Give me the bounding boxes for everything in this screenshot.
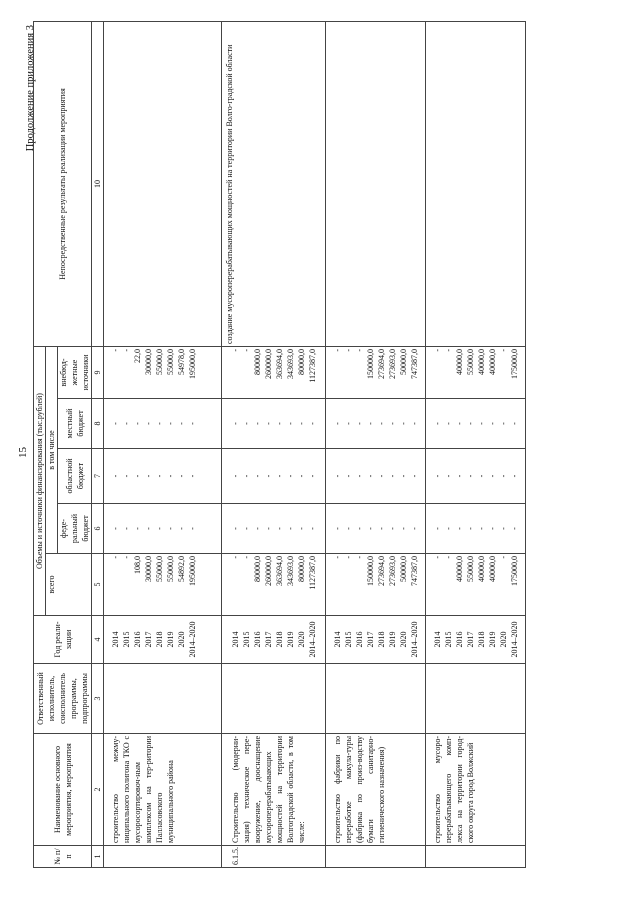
local-cell: - - - - - - - -	[222, 399, 326, 449]
table-header	[34, 22, 104, 868]
federal-cell: - - - - - - - -	[222, 504, 326, 554]
activity-name: строительство межму-ниципального полигона ТКО с мусоросортировоч-ным комплексом на тер-ритории Палласовского муниципального района	[104, 734, 222, 846]
total-cell: - - 80000,0 260000,0 363694,0 343693,0 80000,0 1127387,0	[222, 554, 326, 616]
header-total: всего	[46, 554, 92, 616]
total-cell: - - 40000,0 55000,0 40000,0 40000,0 - 175000,0	[426, 554, 526, 616]
header-number: № п/п	[34, 846, 92, 868]
result-cell: создание мусороперерабатывающих мощностей на территории Волго-градской области	[222, 22, 326, 347]
col-number: 3	[92, 664, 104, 734]
header-local: местный бюджет	[58, 399, 92, 449]
result-cell	[326, 22, 426, 347]
offbudget-cell: - - 40000,0 55000,0 40000,0 40000,0 - 175000,0	[426, 347, 526, 399]
col-number: 9	[92, 347, 104, 399]
table-row	[104, 22, 222, 868]
col-number: 4	[92, 616, 104, 664]
executor-cell	[222, 664, 326, 734]
executor-cell	[426, 664, 526, 734]
local-cell: - - - - - - - -	[326, 399, 426, 449]
offbudget-cell: - - 80000,0 260000,0 363694,0 343693,0 80000,0 1127387,0	[222, 347, 326, 399]
years-cell: 2014 2015 2016 2017 2018 2019 2020 2014–2020	[104, 616, 222, 664]
header-federal: феде-ральный бюджет	[58, 504, 92, 554]
header-financing: Объемы и источники финансирования (тыс.рублей)	[34, 347, 46, 616]
page-number: 15	[17, 447, 29, 458]
col-number: 2	[92, 734, 104, 846]
row-number	[426, 846, 526, 868]
federal-cell: - - - - - - - -	[426, 504, 526, 554]
result-cell	[104, 22, 222, 347]
continuation-title: Продолжение приложения 3	[25, 25, 36, 152]
header-including: в том числе	[46, 347, 58, 554]
table-row	[426, 22, 526, 868]
regional-cell: - - - - - - - -	[326, 449, 426, 504]
table-row	[222, 22, 326, 868]
header-regional: областной бюджет	[58, 449, 92, 504]
header-results: Непосредственные результаты реализации мероприятия	[34, 22, 92, 347]
offbudget-cell: - - - 150000,0 273694,0 273693,0 50000,0 747387,0	[326, 347, 426, 399]
col-number: 7	[92, 449, 104, 504]
header-offbudget: внебюд-жетные источники	[58, 347, 92, 399]
regional-cell: - - - - - - - -	[426, 449, 526, 504]
header-activity-name: Наименование основного мероприятия, мероприятия	[34, 734, 92, 846]
column-number-row	[92, 22, 104, 868]
executor-cell	[326, 664, 426, 734]
col-number: 10	[92, 22, 104, 347]
regional-cell: - - - - - - - -	[222, 449, 326, 504]
table-row	[326, 22, 426, 868]
federal-cell: - - - - - - - -	[104, 504, 222, 554]
local-cell: - - - - - - - -	[426, 399, 526, 449]
table-body	[104, 22, 526, 868]
result-cell	[426, 22, 526, 347]
activity-name: строительство мусоро-перерабатывающего комп-лекса на территории город-ского округа город Волжский	[426, 734, 526, 846]
activity-name: строительство фабрики по переработке макула-туры (фабрика по произ-водству бумаги санитарно-гигиенического назначения)	[326, 734, 426, 846]
row-number	[104, 846, 222, 868]
total-cell: - - 108,0 30000,0 55000,0 55000,0 54892,0 195000,0	[104, 554, 222, 616]
offbudget-cell: - - 22,0 30000,0 55000,0 55000,0 54978,0 195000,0	[104, 347, 222, 399]
activity-name: Строительство (модерни-зация) техническое пере-вооружение, дооснащение мусороперерабатывающих мощностей на территории Волгоградской области, в том числе:	[222, 734, 326, 846]
local-cell: - - - - - - - -	[104, 399, 222, 449]
col-number: 6	[92, 504, 104, 554]
financing-table	[33, 21, 526, 868]
row-number: 6.1.5.	[222, 846, 326, 868]
total-cell: - - - 150000,0 273694,0 273693,0 50000,0 747387,0	[326, 554, 426, 616]
years-cell: 2014 2015 2016 2017 2018 2019 2020 2014–2020	[426, 616, 526, 664]
col-number: 8	[92, 399, 104, 449]
header-year: Год реали-зации	[34, 616, 92, 664]
col-number: 1	[92, 846, 104, 868]
col-number: 5	[92, 554, 104, 616]
regional-cell: - - - - - - - -	[104, 449, 222, 504]
executor-cell	[104, 664, 222, 734]
years-cell: 2014 2015 2016 2017 2018 2019 2020 2014–2020	[222, 616, 326, 664]
header-executor: Ответственный исполнитель, соисполнитель программы, подпрограммы	[34, 664, 92, 734]
federal-cell: - - - - - - - -	[326, 504, 426, 554]
years-cell: 2014 2015 2016 2017 2018 2019 2020 2014–2020	[326, 616, 426, 664]
row-number	[326, 846, 426, 868]
